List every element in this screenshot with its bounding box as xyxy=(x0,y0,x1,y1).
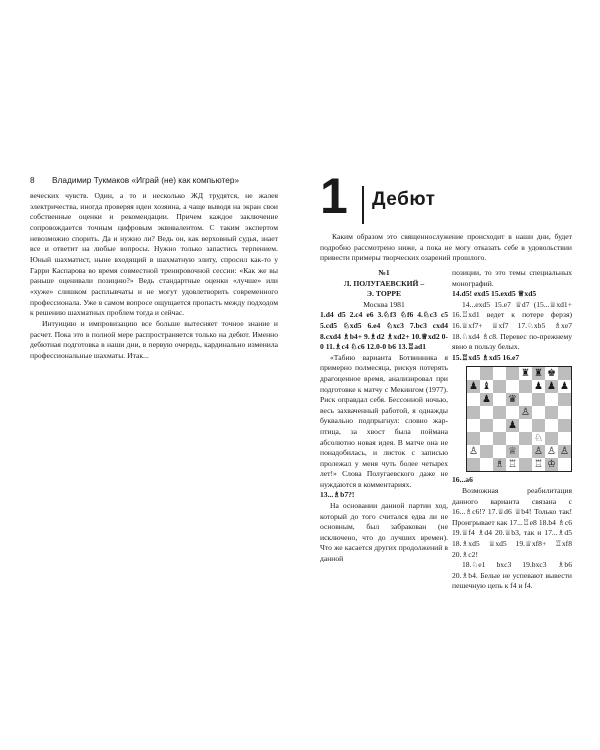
board-square xyxy=(493,380,506,393)
board-square: ♙ xyxy=(545,445,558,458)
board-square xyxy=(467,367,480,380)
board-square xyxy=(493,393,506,406)
move-16-note-b: 18.♘e1 bxc3 19.bxc3 ♗b6 20.♗b4. Белые не успевают вывести пешечную цепь к f4 и f4. xyxy=(452,560,572,591)
chapter-intro xyxy=(320,232,572,264)
board-square xyxy=(558,419,571,432)
move-15: 15.♖xd5 ♗xd5 16.e7 xyxy=(452,352,520,362)
board-square xyxy=(558,406,571,419)
board-square xyxy=(493,406,506,419)
board-square: ♛ xyxy=(506,393,519,406)
board-square xyxy=(519,445,532,458)
chapter-number: 1 xyxy=(320,168,348,224)
right-column-b xyxy=(452,268,572,592)
board-square: ♔ xyxy=(545,458,558,471)
board-square: ♖ xyxy=(506,458,519,471)
move-16: 16...a6 xyxy=(452,475,473,485)
game-moves: 1.d4 d5 2.c4 e6 3.♘f3 ♘f6 4.♘c3 c5 5.cd5 ♘xd5 6.e4 ♘xc3 7.bc3 cxd4 8.cxd4 ♗b4+ 9.♗d2 ♗xd2+ 10.♕xd2 0-0 11.♗c4 ♘c6 12.0-0 b6 13.♖ad1 xyxy=(320,310,448,352)
board-square: ♚ xyxy=(545,367,558,380)
board-square xyxy=(532,393,545,406)
game-quote: «Табию варианта Ботвинника я примерно полмесяца, рискуя потерять драгоценное время, анализировал при подготовке к матчу с Мекингом (1977). Риск оправдал себя. Бессонной ночью, весь захваченный работой, я однажды буквально подпрыгнул: словно жар-птица, за хвост была поймана абсолютно новая идея. В матче она не понадобилась, и листок с записью пролежал у меня чуть более четырех лет!» Слова Полугаевского даже не нуждаются в комментариях. xyxy=(320,352,448,489)
board-square: ♗ xyxy=(493,458,506,471)
board-square xyxy=(506,432,519,445)
move-13-comment: На основании данной партии ход, который до того считался едва ли не основным, был забракован (не исключено, что до лучших времен). Что же касается других продолжений в данной xyxy=(320,501,448,564)
move-14: 14.d5! exd5 15.exd5 ♕xd5 xyxy=(452,289,537,299)
right-column-a xyxy=(320,268,448,565)
board-square xyxy=(506,367,519,380)
board-square xyxy=(532,419,545,432)
board-square: ♜ xyxy=(532,367,545,380)
board-square xyxy=(519,432,532,445)
board-square xyxy=(545,432,558,445)
board-square xyxy=(467,406,480,419)
board-square xyxy=(545,419,558,432)
board-square: ♕ xyxy=(506,445,519,458)
board-square xyxy=(467,393,480,406)
board-square xyxy=(480,419,493,432)
board-square: ♟ xyxy=(532,380,545,393)
game-white-player: Л. ПОЛУГАЕВСКИЙ – xyxy=(343,278,425,288)
board-square xyxy=(467,432,480,445)
left-paragraph-1: веческих чувств. Один, а то и несколько ЖД трудятся, не жалея электричества, иногда проверяя идеи хозяина, а чаще выводя на экран свои собственные оценки и рекомендации. Причем каждое заключение сопровождается точным цифровым эквивалентом. С таким экспертом невозможно спорить. Да и нужно ли? Ведь он, как верховный судья, знает все и ответит на любые вопросы. Нужно только запастись терпением. Юный шахматист, ныне входящий в шахматную элиту, спросил как-то у Гарри Каспарова во время совместной тренировочной сессии: «Как же вы раньше оценивали позицию?» Ведь стандартные оценки «лучше» или «хуже» слишком расплывчаты и не могут удовлетворить современного профессионала. Уже в самом вопросе ощущается пропасть между подходом к решению шахматных проблем тогда и сейчас. xyxy=(30,191,278,318)
board-square: ♟ xyxy=(467,380,480,393)
board-square xyxy=(493,445,506,458)
game-black-player: Э. ТОРРЕ xyxy=(366,289,402,299)
game-place-year: Москва 1981 xyxy=(363,299,405,309)
move-16-note-a: Возможная реабилитация данного варианта связана с 16...♗c6!? 17.♕d6 ♕b4! Только так! Проигрывает как 17...♖e8 18.b4 ♗c6 19.♕f4 ♗d4 20.♕b3, так и 17...♗d5 18.♗xd5 ♕xd5 19.♕xf8+ ♖xf8 20.♗c2! xyxy=(452,485,572,559)
board-square xyxy=(480,458,493,471)
board-square xyxy=(493,419,506,432)
board-square xyxy=(493,367,506,380)
page-number: 8 xyxy=(30,175,35,185)
board-square xyxy=(519,380,532,393)
left-paragraph-2: Интуицию и импровизацию все больше вытесняет точное знание и расчет. Пока это в полной мере распространяется только на дебют. Именно дебютная подготовка в наши дни, в первую очередь, кардинально изменила профессиональные шахматы. Итак... xyxy=(30,318,278,360)
board-square xyxy=(506,406,519,419)
left-body-text xyxy=(30,191,278,362)
board-square xyxy=(480,432,493,445)
board-square: ♙ xyxy=(532,445,545,458)
board-square xyxy=(545,393,558,406)
board-square: ♙ xyxy=(467,445,480,458)
board-square xyxy=(506,380,519,393)
board-square: ♟ xyxy=(545,380,558,393)
board-square xyxy=(558,432,571,445)
board-square: ♟ xyxy=(480,393,493,406)
board-square xyxy=(532,406,545,419)
board-square xyxy=(545,406,558,419)
board-square xyxy=(480,445,493,458)
board-square xyxy=(480,367,493,380)
move-13: 13...♗b7?! xyxy=(320,490,355,500)
board-square xyxy=(519,458,532,471)
move-14-note: 14...exd5 15.e7 ♕d7 (15...♕xd1+ 16.♖xd1 ведет к потере ферзя) 16.♕xf7+ ♕xf7 17.♘xb5 ♗xe7 18.♘xd4 ♗c8. Перевес по-прежнему явно в пользу белых. xyxy=(452,299,572,352)
game-number: №1 xyxy=(378,268,390,277)
board-square: ♟ xyxy=(506,419,519,432)
board-square xyxy=(558,458,571,471)
board-square xyxy=(519,393,532,406)
chapter-title: Дебют xyxy=(372,189,436,210)
board-square xyxy=(493,432,506,445)
board-square: ♘ xyxy=(532,432,545,445)
board-square: ♝ xyxy=(480,380,493,393)
chess-diagram xyxy=(466,366,572,472)
board-square: ♙ xyxy=(519,406,532,419)
chapter-divider xyxy=(362,186,364,224)
running-header: Владимир Тукмаков «Играй (не) как компьютер» xyxy=(52,175,240,185)
board-square: ♜ xyxy=(519,367,532,380)
board-square xyxy=(467,419,480,432)
board-square: ♙ xyxy=(558,445,571,458)
board-square xyxy=(558,367,571,380)
board-square xyxy=(467,458,480,471)
board-square xyxy=(519,419,532,432)
board-square: ♟ xyxy=(558,380,571,393)
column-b-continuation: позиции, то это темы специальных монографий. xyxy=(452,268,572,288)
board-square xyxy=(480,406,493,419)
board-square: ♖ xyxy=(532,458,545,471)
board-square xyxy=(558,393,571,406)
intro-paragraph: Каким образом это священнослужение происходит в наши дни, будет подробно рассмотрено ниже, а пока не могу отказать себе в удовольствии привести примеры творческих озарений прошлого. xyxy=(320,232,572,263)
